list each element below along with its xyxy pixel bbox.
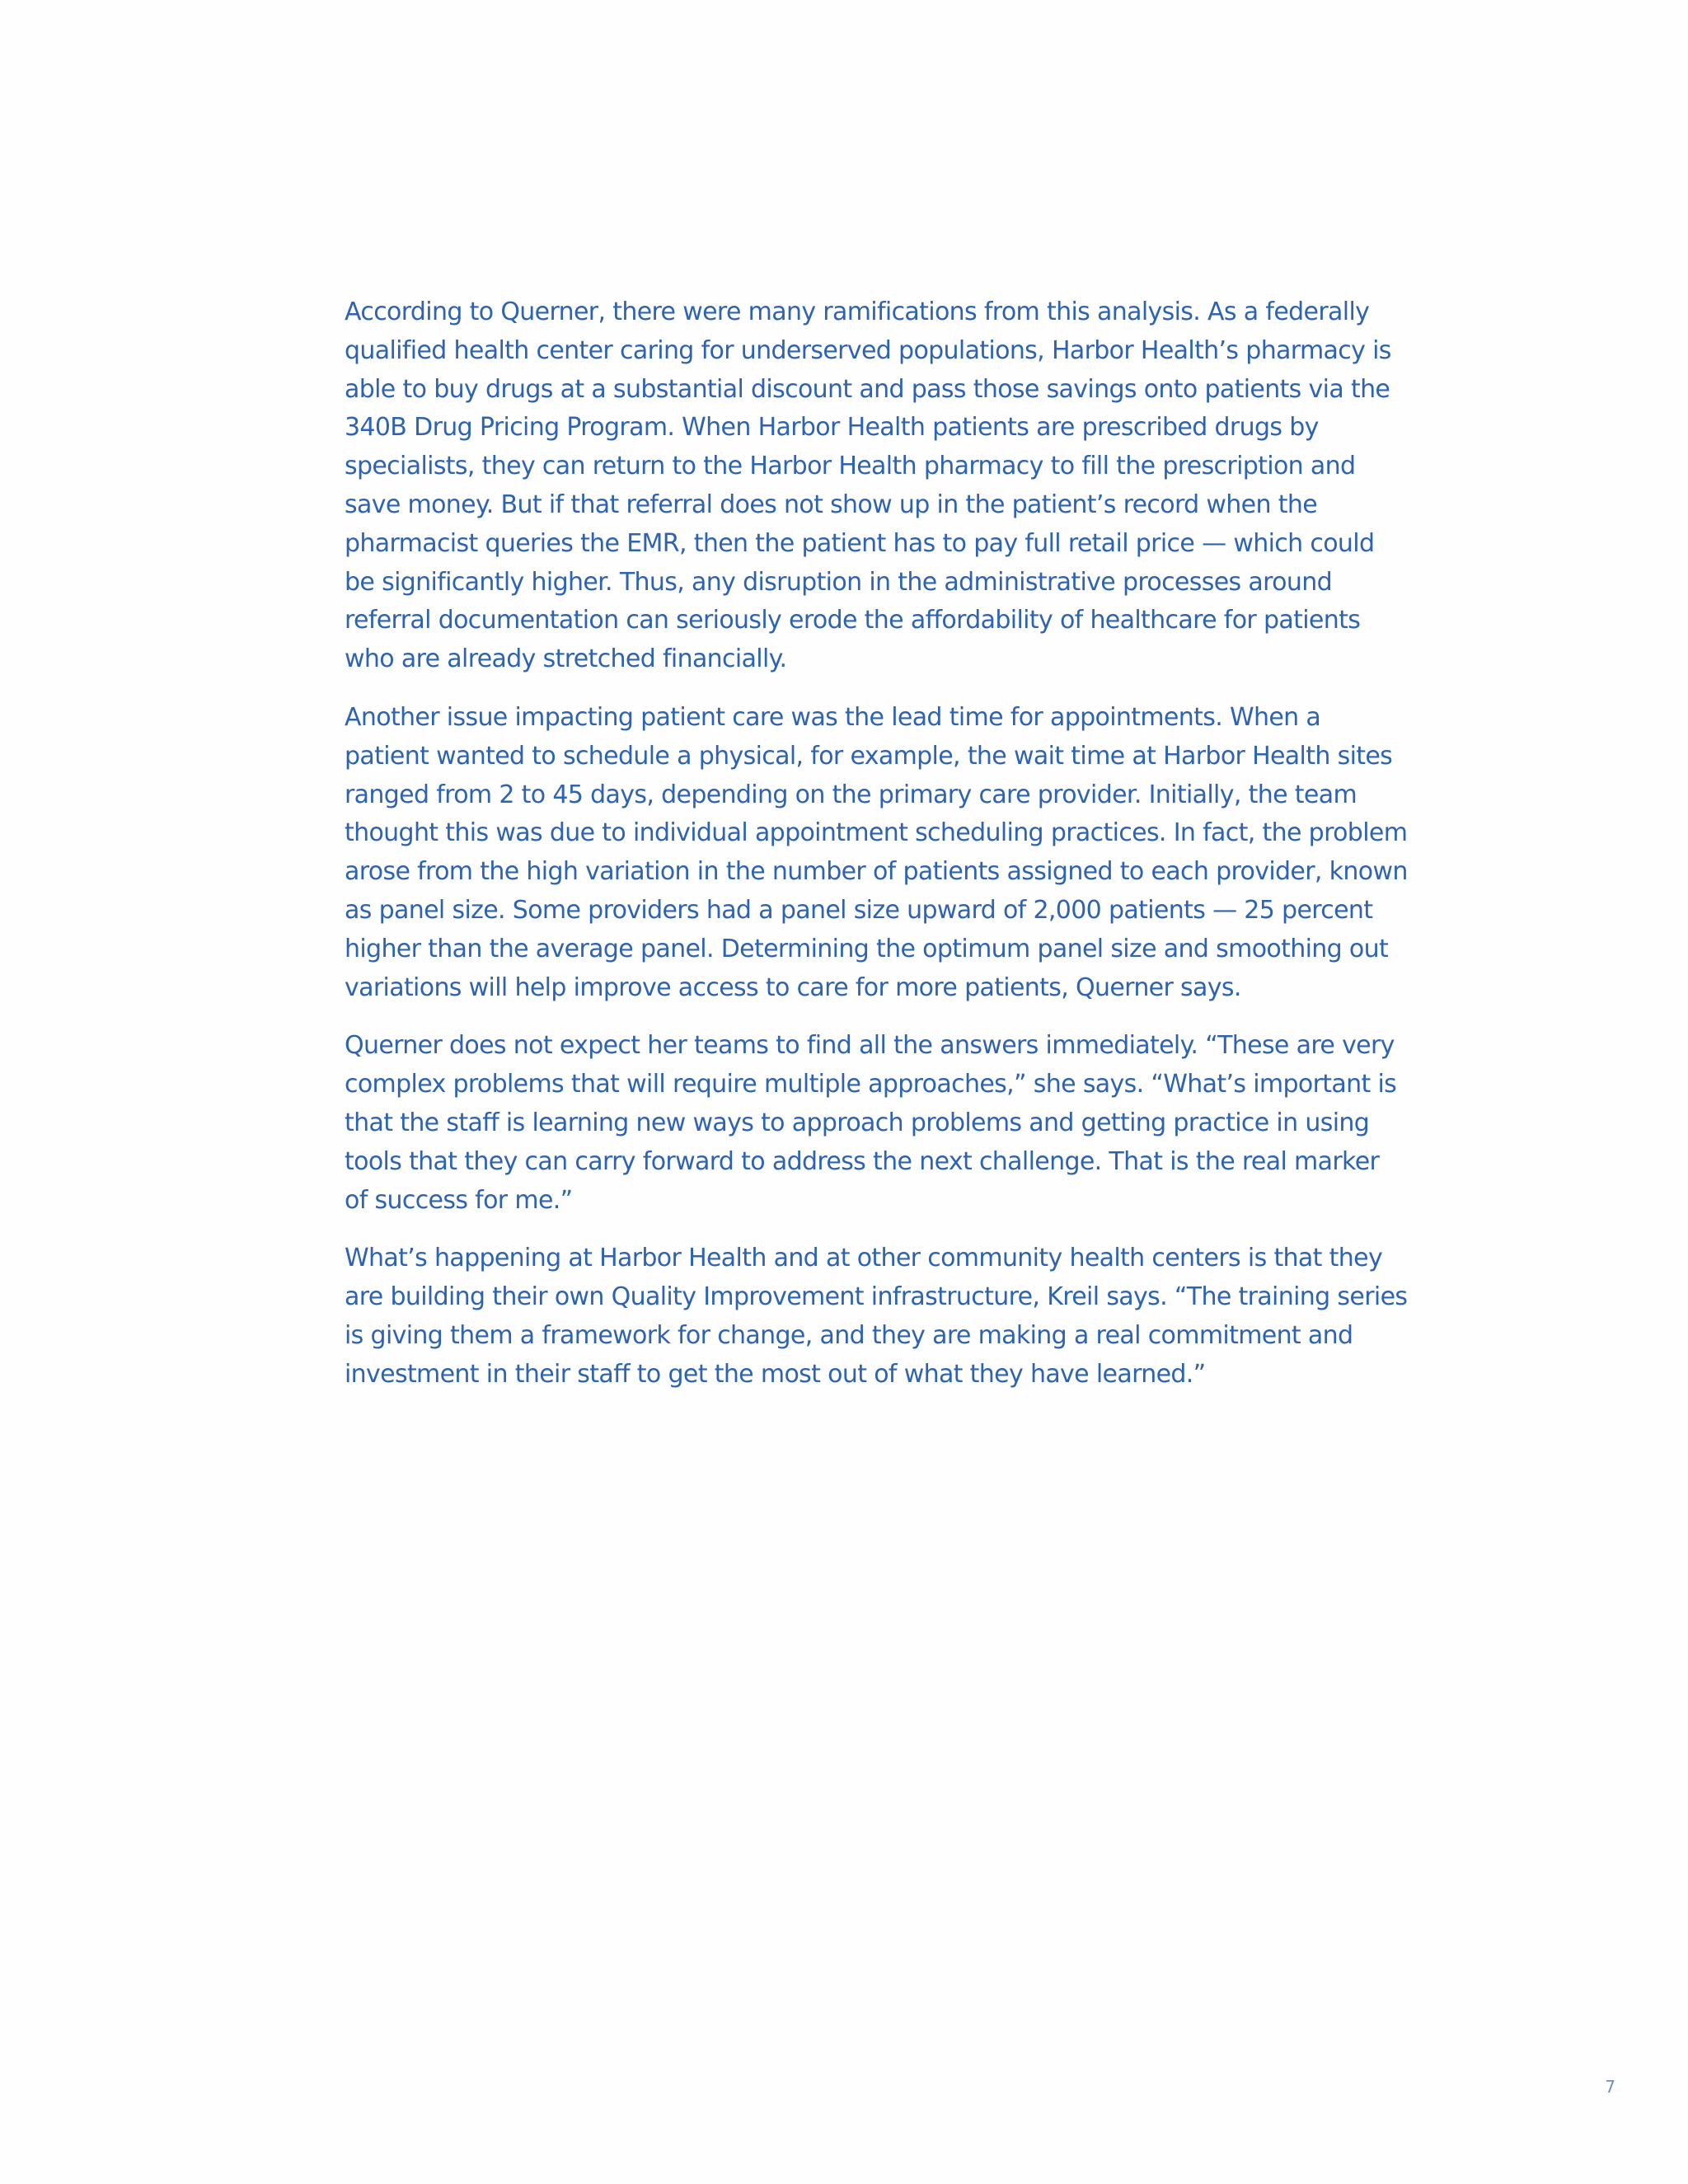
paragraph-referral-analysis: According to Querner, there were many ramifications from this analysis. As a federally qualified health center caring for underserved populations, Harbor Health’s pharmacy is able to buy drugs at a substantial discount and pass those savings onto patients via the 340B Drug Pricing Program. When Harbor Health patients are prescribed drugs by specialists, they can return to the Harbor Health pharmacy to fill the prescription and save money. But if that referral does not show up in the patient’s record when the pharmacist queries the EMR, then the patient has to pay full retail price — which could be significantly higher. Thus, any disruption in the administrative processes around referral documentation can seriously erode the affordability of healthcare for patients who are already stretched financially. bbox=[345, 298, 1391, 674]
page-number: 7 bbox=[1605, 2077, 1615, 2097]
paragraph-querner-quote: Querner does not expect her teams to find all the answers immediately. “These are very complex problems that will require multiple approaches,” she says. “What’s important is that the staff is learning new ways to approach problems and getting practice in using tools that they can carry forward to address the next challenge. That is the real marker of success for me.” bbox=[345, 1031, 1397, 1215]
paragraph-kreil-quote: What’s happening at Harbor Health and at other community health centers is that they are building their own Quality Improvement infrastructure, Kreil says. “The training series is giving them a framework for change, and they are making a real commitment and investment in their staff to get the most out of what they have learned.” bbox=[345, 1244, 1408, 1389]
paragraph-appointment-lead-time: Another issue impacting patient care was the lead time for appointments. When a patient wanted to schedule a physical, for example, the wait time at Harbor Health sites ranged from 2 to 45 days, depending on the primary care provider. Initially, the team thought this was due to individual appointment scheduling practices. In fact, the problem arose from the high variation in the number of patients assigned to each provider, known as panel size. Some providers had a panel size upward of 2,000 patients — 25 percent higher than the average panel. Determining the optimum panel size and smoothing out variations will help improve access to care for more patients, Querner says. bbox=[345, 702, 1408, 1002]
article-body bbox=[345, 293, 1408, 1414]
